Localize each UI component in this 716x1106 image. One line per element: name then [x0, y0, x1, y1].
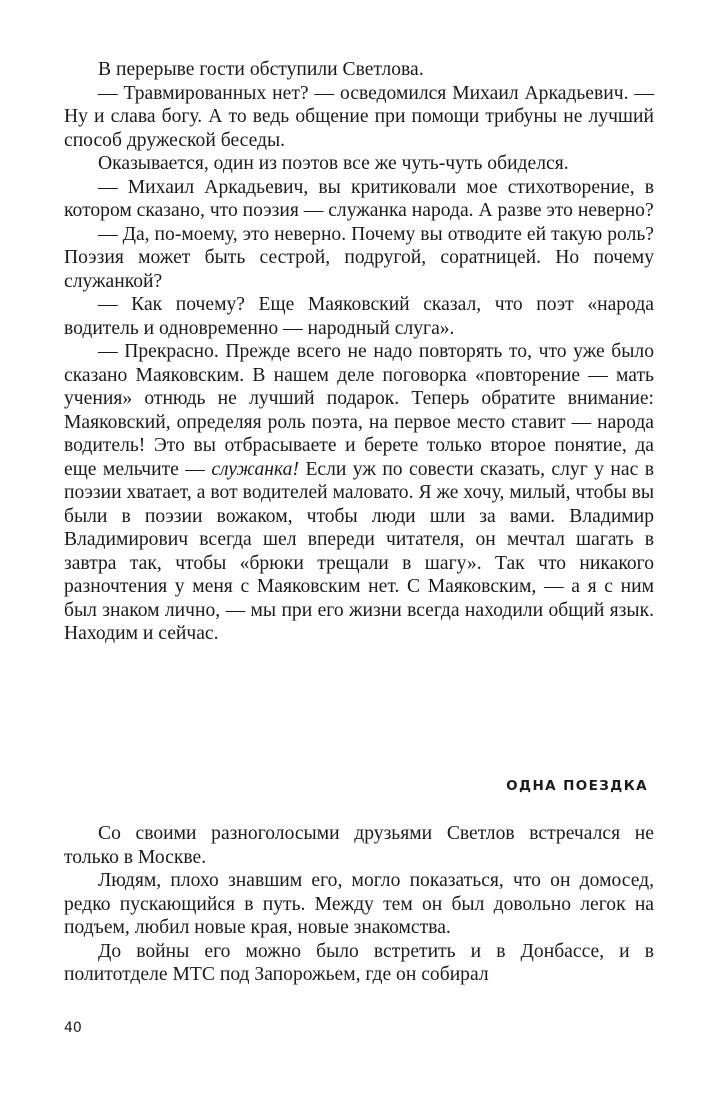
- paragraph: — Да, по-моему, это неверно. Почему вы отводите ей такую роль? Поэзия может быть сестрой, подругой, соратницей. Но почему служанкой?: [64, 223, 654, 292]
- paragraph: Со своими разноголосыми друзьями Светлов встречался не только в Москве.: [64, 823, 654, 868]
- section-one-text: [64, 58, 654, 646]
- paragraph: В перерыве гости обступили Светлова.: [98, 59, 424, 80]
- paragraph: До войны его можно было встретить и в Донбассе, и в политотделе МТС под Запорожьем, где он собирал: [64, 940, 654, 985]
- paragraph: Людям, плохо знавшим его, могло показаться, что он домосед, редко пускающийся в путь. Между тем он был довольно легок на подъем, любил новые края, новые знакомства.: [64, 870, 654, 938]
- paragraph: — Михаил Аркадьевич, вы критиковали мое стихотворение, в котором сказано, что поэзия — служанка народа. А разве это неверно?: [64, 176, 654, 221]
- paragraph: Оказывается, один из поэтов все же чуть-чуть обиделся.: [98, 153, 569, 174]
- paragraph-text: Если уж по совести сказать, слуг у нас в поэзии хватает, а вот водителей маловато. Я же хочу, милый, чтобы вы были в поэзии вожаком, чтобы люди шли за вами. Владимир Владимирович всегда шел впереди читателя, он мечтал шагать в завтра так, чтобы «брюки трещали в шагу». Так что никакого разночтения у меня с Маяковским нет. С Маяковским, — а я с ним был знаком лично, — мы при его жизни всегда находили общий язык. Находим и сейчас.: [64, 458, 654, 644]
- paragraph: — Травмированных нет? — осведомился Михаил Аркадьевич. — Ну и слава богу. А то ведь общение при помощи трибуны не лучший способ дружеской беседы.: [64, 82, 654, 151]
- page-number: 40: [64, 1020, 82, 1036]
- emphasized-word: служанка!: [211, 458, 299, 480]
- paragraph: — Как почему? Еще Маяковский сказал, что поэт «народа водитель и одновременно — народный слуга».: [64, 294, 654, 339]
- section-heading: ОДНА ПОЕЗДКА: [506, 778, 648, 794]
- paragraph-text: — Прекрасно. Прежде всего не надо повторять то, что уже было сказано Маяковским. В нашем деле поговорка «повторение — мать учения» отнюдь не лучший подарок. Теперь обратите внимание: Маяковский, определяя роль поэта, на первое место ставит — народа водитель! Это вы отбрасываете и берете только второе понятие, да еще мельчите —: [64, 341, 654, 480]
- paragraph: [64, 340, 654, 646]
- section-two-text: [64, 822, 654, 987]
